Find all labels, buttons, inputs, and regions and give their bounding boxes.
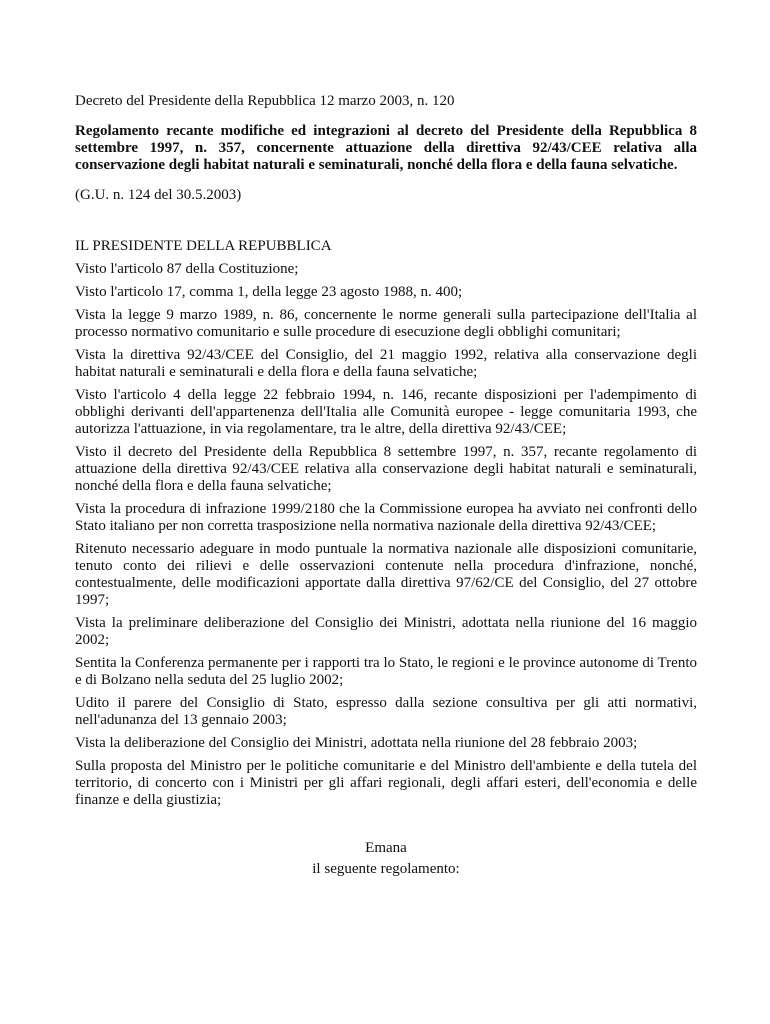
president-heading: IL PRESIDENTE DELLA REPUBBLICA <box>75 238 332 254</box>
premise-paragraph: Visto il decreto del Presidente della Repubblica 8 settembre 1997, n. 357, recante regolamento di attuazione della direttiva 92/43/CEE relativa alla conservazione degli habitat naturali e seminaturali, nonché della flora e della fauna selvatiche; <box>75 444 697 494</box>
decree-subtitle: Regolamento recante modifiche ed integrazioni al decreto del Presidente della Repubblica 8 settembre 1997, n. 357, concernente attuazione della direttiva 92/43/CEE relativa alla conservazione degli habitat naturali e seminaturali, nonché della flora e della fauna selvatiche. <box>75 123 697 173</box>
premise-paragraph: Sulla proposta del Ministro per le politiche comunitarie e del Ministro dell'ambiente e della tutela del territorio, di concerto con i Ministri per gli affari regionali, degli affari esteri, dell'economia e delle finanze e della giustizia; <box>75 758 697 808</box>
premise-paragraph: Vista la procedura di infrazione 1999/2180 che la Commissione europea ha avviato nei confronti dello Stato italiano per non corretta trasposizione nella normativa nazionale della direttiva 92/43/CEE; <box>75 501 697 534</box>
premise-paragraph: Visto l'articolo 87 della Costituzione; <box>75 261 299 277</box>
premise-paragraph: Visto l'articolo 4 della legge 22 febbraio 1994, n. 146, recante disposizioni per l'adempimento di obblighi derivanti dell'appartenenza dell'Italia alle Comunità europee - legge comunitaria 1993, che autorizza l'attuazione, in via regolamentare, tra le altre, della direttiva 92/43/CEE; <box>75 387 697 437</box>
premise-paragraph: Vista la direttiva 92/43/CEE del Consiglio, del 21 maggio 1992, relativa alla conservazione degli habitat naturali e seminaturali e della flora e della fauna selvatiche; <box>75 347 697 380</box>
gazette-reference: (G.U. n. 124 del 30.5.2003) <box>75 187 242 203</box>
following-regulation-label: il seguente regolamento: <box>312 861 460 877</box>
premise-paragraph: Vista la legge 9 marzo 1989, n. 86, concernente le norme generali sulla partecipazione dell'Italia al processo normativo comunitario e sulle procedure di esecuzione degli obblighi comunitari; <box>75 307 697 340</box>
premise-paragraph: Sentita la Conferenza permanente per i rapporti tra lo Stato, le regioni e le province autonome di Trento e di Bolzano nella seduta del 25 luglio 2002; <box>75 655 697 688</box>
enactment-block <box>75 840 697 878</box>
premise-paragraph: Visto l'articolo 17, comma 1, della legge 23 agosto 1988, n. 400; <box>75 284 463 300</box>
premise-paragraph: Vista la deliberazione del Consiglio dei Ministri, adottata nella riunione del 28 febbraio 2003; <box>75 735 638 751</box>
document-page <box>75 93 697 878</box>
premise-paragraph: Vista la preliminare deliberazione del Consiglio dei Ministri, adottata nella riunione del 16 maggio 2002; <box>75 615 697 648</box>
decree-heading: Decreto del Presidente della Repubblica 12 marzo 2003, n. 120 <box>75 93 455 109</box>
premise-paragraph: Udito il parere del Consiglio di Stato, espresso dalla sezione consultiva per gli atti normativi, nell'adunanza del 13 gennaio 2003; <box>75 695 697 728</box>
premise-paragraph: Ritenuto necessario adeguare in modo puntuale la normativa nazionale alle disposizioni comunitarie, tenuto conto dei rilievi e delle osservazioni contenute nella procedura d'infrazione, nonché, contestualmente, delle modificazioni apportate dalla direttiva 97/62/CE del Consiglio, del 27 ottobre 1997; <box>75 541 697 608</box>
emana-label: Emana <box>365 840 407 856</box>
